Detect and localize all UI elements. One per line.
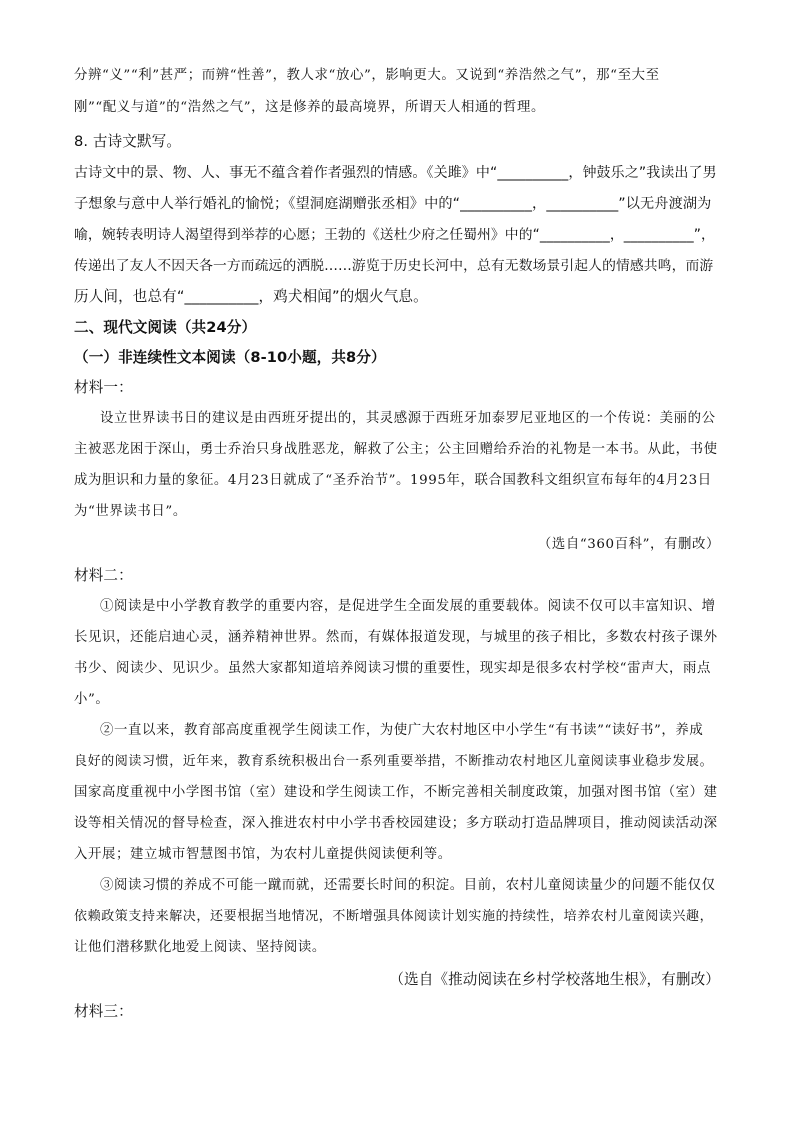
material-2-para-2-line-4: 设等相关情况的督导检查，深入推进农村中小学书香校园建设；多方联动打造品牌项目，推动阅读活动深: [74, 816, 718, 831]
question-8-line-2: 子想象与意中人举行婚礼的愉悦；《望洞庭湖赠张丞相》中的“__________，__________”以无舟渡湖为: [74, 196, 712, 212]
material-2-source: （选自《推动阅读在乡村学校落地生根》，有删改）: [389, 971, 720, 988]
material-2-para-3-line-1: ③阅读习惯的养成不可能一蹴而就，还需要长时间的积淀。目前，农村儿童阅读量少的问题不能仅仅: [100, 878, 716, 893]
question-8-title: 8. 古诗文默写。: [74, 133, 182, 150]
section-2-title: 二、现代文阅读（共24分）: [74, 319, 257, 336]
material-1-line-2: 主被恶龙困于深山，勇士乔治只身战胜恶龙，解救了公主；公主回赠给乔治的礼物是一本书。从此，书使: [74, 442, 718, 457]
material-2-para-1-line-4: 小”。: [74, 692, 110, 707]
question-8-line-3: 喻，婉转表明诗人渴望得到举荐的心愿；王勃的《送杜少府之任蜀州》中的“__________，__________”，: [74, 227, 715, 243]
question-8-line-1: 古诗文中的景、物、人、事无不蕴含着作者强烈的情感。《关雎》中“__________，钟鼓乐之”我读出了男: [74, 165, 717, 181]
material-1-source: （选自“360百科”，有删改）: [537, 537, 720, 552]
section-2-subtitle: （一）非连续性文本阅读（8-10小题，共8分）: [74, 349, 386, 366]
material-2-para-2-line-5: 入开展；建立城市智慧图书馆，为农村儿童提供阅读便利等。: [74, 847, 452, 862]
question-8-line-5: 历人间，也总有“__________，鸡犬相闻”的烟火气息。: [74, 288, 428, 305]
material-2-para-2-line-3: 国家高度重视中小学图书馆（室）建设和学生阅读工作，不断完善相关制度政策，加强对图书馆（室）建: [74, 785, 718, 800]
material-1-line-1: 设立世界读书日的建议是由西班牙提出的，其灵感源于西班牙加泰罗尼亚地区的一个传说：美丽的公: [100, 411, 716, 426]
material-3-label: 材料三：: [74, 1003, 133, 1020]
intro-line-1: 分辨“义”“利”甚严；而辨“性善”，教人求“放心”，影响更大。又说到“养浩然之气”，那“至大至: [74, 68, 660, 83]
material-1-line-4: 为“世界读书日”。: [74, 504, 187, 519]
material-2-para-1-line-2: 长见识，还能启迪心灵，涵养精神世界。然而，有媒体报道发现，与城里的孩子相比，多数农村孩子课外: [74, 630, 718, 645]
material-2-para-1-line-1: ①阅读是中小学教育教学的重要内容，是促进学生全面发展的重要载体。阅读不仅可以丰富知识、增: [100, 599, 716, 614]
material-2-para-3-line-2: 依赖政策支持来解决，还要根据当地情况，不断增强具体阅读计划实施的持续性，培养农村儿童阅读兴趣，: [74, 909, 714, 924]
question-8-line-4: 传递出了友人不因天各一方而疏远的洒脱……游览于历史长河中，总有无数场景引起人的情感共鸣，而游: [74, 258, 714, 274]
intro-line-2: 刚”“配义与道”的“浩然之气”，这是修养的最高境界，所谓天人相通的哲理。: [74, 100, 545, 115]
material-2-para-3-line-3: 让他们潜移默化地爱上阅读、坚持阅读。: [74, 940, 326, 955]
material-1-label: 材料一：: [74, 379, 133, 396]
material-2-para-2-line-2: 良好的阅读习惯，近年来，教育系统积极出台一系列重要举措，不断推动农村地区儿童阅读事业稳步发展。: [74, 754, 714, 769]
material-1-line-3: 成为胆识和力量的象征。4月23日就成了“圣乔治节”。1995年，联合国教科文组织宣布每年的4月23日: [74, 473, 712, 488]
material-2-para-2-line-1: ②一直以来，教育部高度重视学生阅读工作，为使广大农村地区中小学生“有书读”“读好书”，养成: [100, 723, 704, 738]
material-2-para-1-line-3: 书少、阅读少、见识少。虽然大家都知道培养阅读习惯的重要性，现实却是很多农村学校“雷声大，雨点: [74, 661, 712, 676]
material-2-label: 材料二：: [74, 567, 133, 584]
